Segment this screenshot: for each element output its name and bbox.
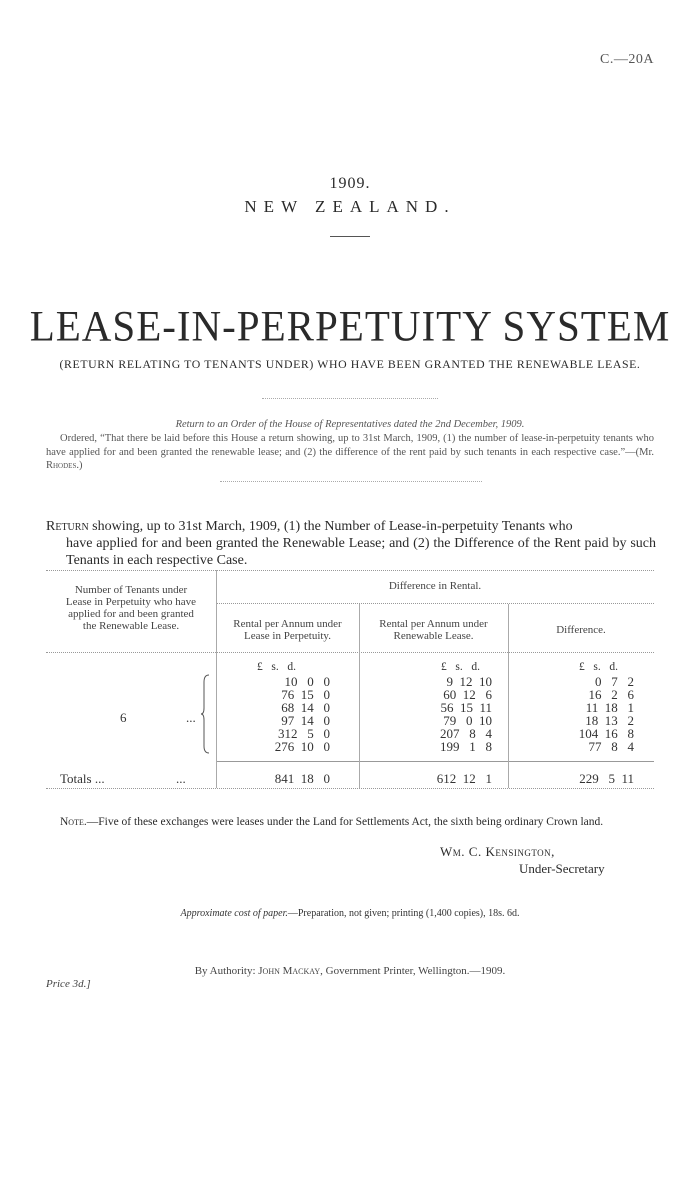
leader-dots: ...: [186, 710, 196, 725]
note-text: .—Five of these exchanges were leases under the Land for Settlements Act, the sixth being ordinary Crown land.: [83, 816, 604, 828]
signatory-title: Under-Secretary: [519, 861, 605, 876]
order-body-prefix: Ordered, “That there be laid before this House a return showing, up to 31st March, 1909, (1) the number of lease-in-perpetuity tenants who have applied for and been granted the renewable lease; and (2) the difference of the rent paid by such tenants in each respective case.”—(Mr.: [46, 433, 654, 458]
totals-rule: [216, 761, 654, 762]
col-renewable-rental-header-line: Renewable Lease.: [393, 630, 474, 642]
cost-statement: [0, 908, 700, 919]
totals-label: Totals ...: [60, 771, 105, 786]
total-difference: 229 5 11: [579, 771, 634, 786]
col-tenants-header-line: Lease in Perpetuity who have: [65, 596, 197, 608]
group-header-rule: [216, 603, 654, 604]
dotted-divider: [262, 398, 438, 399]
country-heading: NEW ZEALAND.: [244, 197, 456, 216]
group-header: Difference in Rental.: [388, 580, 482, 592]
col-tenants-header: [46, 584, 216, 632]
imprint-suffix: , Government Printer, Wellington.—1909.: [320, 965, 506, 977]
col-tenants-header-line: the Renewable Lease.: [82, 620, 180, 632]
dotted-divider: [220, 481, 482, 482]
short-divider: [330, 236, 370, 237]
page-subtitle: (RETURN RELATING TO TENANTS UNDER) WHO HAVE BEEN GRANTED THE RENEWABLE LEASE.: [59, 357, 641, 371]
leader-dots: ...: [176, 771, 186, 786]
order-text: [46, 432, 654, 473]
lip-rental-values: 10 0 0 76 15 0 68 14 0 97 14 0 312 5 0 276 10 0: [274, 674, 330, 754]
difference-values: 0 7 2 16 2 6 11 18 1 18 13 2 104 16 8 77 8 4: [578, 674, 634, 754]
printer-name: John Mackay: [258, 965, 321, 977]
printer-imprint: [0, 965, 700, 977]
units-label: £ s. d.: [441, 661, 480, 673]
col-tenants-header-line: Number of Tenants under: [74, 584, 188, 596]
return-continuation: have applied for and been granted the Renewable Lease; and (2) the Difference of the Rent paid by such Tenants in each respective Case.: [66, 536, 656, 568]
cost-label: Approximate cost of paper.: [180, 908, 288, 919]
return-first-word: Return: [46, 519, 89, 534]
col-renewable-rental-header-line: Rental per Annum under: [379, 618, 488, 630]
page-title: LEASE-IN-PERPETUITY SYSTEM: [29, 301, 671, 351]
order-member-name: Rhodes: [46, 460, 77, 471]
total-renewable-rental: 612 12 1: [436, 771, 492, 786]
column-divider: [216, 570, 217, 788]
col-lip-rental-header: [216, 618, 359, 642]
price-label: Price 3d.]: [46, 978, 91, 990]
col-lip-rental-header-line: Lease in Perpetuity.: [244, 630, 331, 642]
table-bottom-rule: [46, 788, 654, 789]
paper-reference: C.—20A: [600, 52, 654, 67]
rental-table: [46, 570, 654, 805]
cost-text: —Preparation, not given; printing (1,400 copies), 18s. 6d.: [287, 908, 520, 919]
imprint-prefix: By Authority:: [194, 965, 259, 977]
col-tenants-header-line: applied for and been granted: [68, 608, 194, 620]
order-body-suffix: .): [76, 460, 83, 471]
note-lead: Note: [60, 816, 84, 828]
tenant-count: 6: [120, 710, 127, 725]
total-lip-rental: 841 18 0: [274, 771, 330, 786]
return-description: [46, 518, 656, 569]
brace-icon: [201, 674, 211, 754]
table-note: [46, 815, 654, 829]
table-top-rule: [46, 570, 654, 571]
header-bottom-rule: [46, 652, 654, 653]
col-renewable-rental-header: [359, 618, 508, 642]
col-difference-header: Difference.: [556, 624, 606, 636]
units-label: £ s. d.: [579, 661, 618, 673]
col-lip-rental-header-line: Rental per Annum under: [233, 618, 342, 630]
year-heading: 1909.: [329, 175, 371, 192]
return-line-1: showing, up to 31st March, 1909, (1) the Number of Lease-in-perpetuity Tenants who: [88, 519, 573, 534]
signatory-name: Wm. C. Kensington,: [440, 844, 555, 859]
order-heading: Return to an Order of the House of Representatives dated the 2nd December, 1909.: [175, 419, 525, 430]
renewable-rental-values: 9 12 10 60 12 6 56 15 11 79 0 10 207 8 4 199 1 8: [440, 674, 492, 754]
units-label: £ s. d.: [257, 661, 296, 673]
